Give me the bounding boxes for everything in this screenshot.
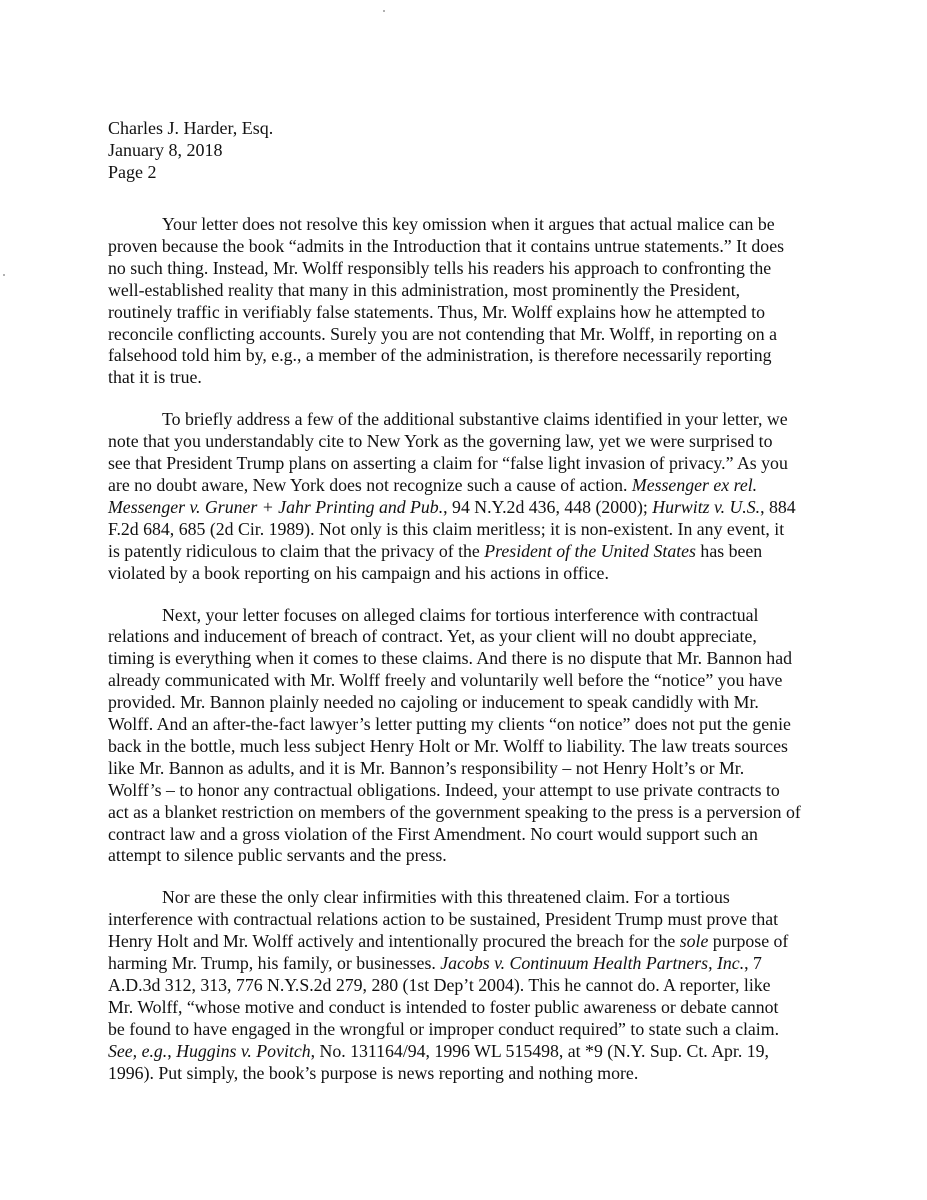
text-run: proven because the book “admits in the Introduction that it contains untrue statements.” It does <box>108 235 785 256</box>
paragraph-line <box>108 845 823 867</box>
paragraph-line <box>108 887 823 909</box>
paragraph-line <box>108 475 823 497</box>
text-run: are no doubt aware, New York does not recognize such a cause of action. <box>108 474 632 495</box>
paragraph-line <box>108 409 823 431</box>
text-run: routinely traffic in verifiably false statements. Thus, Mr. Wolff explains how he attempted to <box>108 301 765 322</box>
italic-citation: sole <box>679 931 709 952</box>
paragraph-line <box>108 324 823 346</box>
paragraph-line <box>108 258 823 280</box>
paragraph-line <box>108 953 823 975</box>
paragraph-line <box>108 214 823 236</box>
italic-citation: Messenger v. Gruner + Jahr Printing and Pub. <box>108 496 444 517</box>
paragraph-line <box>108 236 823 258</box>
text-run: harming Mr. Trump, his family, or businesses. <box>108 953 441 974</box>
text-run: A.D.3d 312, 313, 776 N.Y.S.2d 279, 280 (1st Dep’t 2004). This he cannot do. A reporter, like <box>108 975 771 995</box>
text-run: back in the bottle, much less subject Henry Holt or Mr. Wolff to liability. The law treats sources <box>108 735 788 756</box>
text-run: timing is everything when it comes to these claims. And there is no dispute that Mr. Bannon had <box>108 648 792 669</box>
paragraph-line <box>108 367 823 389</box>
letter-date: January 8, 2018 <box>108 140 223 160</box>
text-run: , <box>167 1040 177 1061</box>
text-run: reconcile conflicting accounts. Surely you are not contending that Mr. Wolff, in reporting on a <box>108 323 777 344</box>
body-paragraph <box>108 887 823 1084</box>
text-run: Mr. Wolff, “whose motive and conduct is intended to foster public awareness or debate cannot <box>108 996 779 1017</box>
paragraph-line <box>108 1041 823 1063</box>
text-run: Your letter does not resolve this key omission when it argues that actual malice can be <box>162 214 775 234</box>
text-run: contract law and a gross violation of the First Amendment. No court would support such an <box>108 823 758 844</box>
text-run: purpose of <box>708 931 789 952</box>
paragraph-line <box>108 802 823 824</box>
paragraph-line <box>108 497 823 519</box>
paragraph-line <box>108 302 823 324</box>
text-run: no such thing. Instead, Mr. Wolff responsibly tells his readers his approach to confronting the <box>108 257 772 278</box>
paragraph-line <box>108 824 823 846</box>
text-run: , 7 <box>744 953 762 974</box>
italic-citation: Jacobs v. Continuum Health Partners, Inc. <box>440 953 745 974</box>
text-run: Henry Holt and Mr. Wolff actively and intentionally procured the breach for the <box>108 931 680 952</box>
text-run: already communicated with Mr. Wolff freely and voluntarily well before the “notice” you have <box>108 670 783 691</box>
text-run: is patently ridiculous to claim that the privacy of the <box>108 540 485 561</box>
paragraph-line <box>108 605 823 627</box>
text-run: F.2d 684, 685 (2d Cir. 1989). Not only is this claim meritless; it is non-existent. In any event, it <box>108 518 785 539</box>
recipient-name: Charles J. Harder, Esq. <box>108 118 274 138</box>
text-run: Nor are these the only clear infirmities with this threatened claim. For a tortious <box>162 887 730 908</box>
text-run: note that you understandably cite to New York as the governing law, yet we were surprised to <box>108 431 773 452</box>
paragraph-line <box>108 541 823 563</box>
text-run: violated by a book reporting on his campaign and his actions in office. <box>108 562 609 583</box>
text-run: , No. 131164/94, 1996 WL 515498, at *9 (N.Y. Sup. Ct. Apr. 19, <box>310 1040 769 1061</box>
paragraph-line <box>108 1063 823 1085</box>
paragraph-line <box>108 736 823 758</box>
paragraph-line <box>108 714 823 736</box>
paragraph-line <box>108 909 823 931</box>
text-run: Wolff. And an after-the-fact lawyer’s letter putting my clients “on notice” does not put the genie <box>108 714 791 735</box>
paragraph-line <box>108 280 823 302</box>
text-run: well-established reality that many in this administration, most prominently the President, <box>108 279 741 300</box>
text-run: , 884 <box>760 496 796 517</box>
paragraph-line <box>108 975 823 997</box>
paragraph-line <box>108 1019 823 1041</box>
text-run: that it is true. <box>108 367 202 388</box>
body-paragraph <box>108 409 823 584</box>
paragraph-line <box>108 758 823 780</box>
body-paragraph <box>108 605 823 868</box>
body-paragraph <box>108 214 823 389</box>
text-run: provided. Mr. Bannon plainly needed no cajoling or inducement to speak candidly with Mr. <box>108 692 759 713</box>
italic-citation: Messenger ex rel. <box>631 474 758 495</box>
letter-header <box>108 117 273 183</box>
text-run: Wolff’s – to honor any contractual obligations. Indeed, your attempt to use private contracts to <box>108 779 780 800</box>
text-run: To briefly address a few of the additional substantive claims identified in your letter, we <box>162 409 788 430</box>
text-run: 1996). Put simply, the book’s purpose is news reporting and nothing more. <box>108 1062 639 1083</box>
paragraph-line <box>108 692 823 714</box>
paragraph-line <box>108 997 823 1019</box>
page-number: Page 2 <box>108 162 157 182</box>
paragraph-line <box>108 931 823 953</box>
text-run: Next, your letter focuses on alleged claims for tortious interference with contractual <box>162 604 759 625</box>
paragraph-line <box>108 519 823 541</box>
paragraph-line <box>108 431 823 453</box>
text-run: see that President Trump plans on asserting a claim for “false light invasion of privacy.” As you <box>108 453 788 474</box>
scan-speck <box>383 10 385 12</box>
italic-citation: See, e.g. <box>108 1040 168 1061</box>
italic-citation: President of the United States <box>484 540 696 561</box>
text-run: be found to have engaged in the wrongful or improper conduct required” to state such a claim. <box>108 1018 780 1039</box>
text-run: has been <box>695 540 763 561</box>
text-run: relations and inducement of breach of contract. Yet, as your client will no doubt appreciate, <box>108 626 757 647</box>
text-run: like Mr. Bannon as adults, and it is Mr. Bannon’s responsibility – not Henry Holt’s or Mr. <box>108 757 745 778</box>
scan-speck <box>3 274 5 276</box>
text-run: attempt to silence public servants and the press. <box>108 845 447 866</box>
text-run: act as a blanket restriction on members of the government speaking to the press is a perversion of <box>108 801 801 822</box>
paragraph-line <box>108 670 823 692</box>
paragraph-line <box>108 563 823 585</box>
paragraph-line <box>108 453 823 475</box>
letter-body <box>108 214 823 1105</box>
text-run: , 94 N.Y.2d 436, 448 (2000); <box>443 496 653 517</box>
text-run: interference with contractual relations action to be sustained, President Trump must prove that <box>108 909 779 930</box>
text-run: falsehood told him by, e.g., a member of the administration, is therefore necessarily reporting <box>108 345 772 366</box>
italic-citation: Huggins v. Povitch <box>176 1040 311 1061</box>
paragraph-line <box>108 626 823 648</box>
paragraph-line <box>108 648 823 670</box>
italic-citation: Hurwitz v. U.S. <box>652 496 761 517</box>
paragraph-line <box>108 345 823 367</box>
paragraph-line <box>108 780 823 802</box>
